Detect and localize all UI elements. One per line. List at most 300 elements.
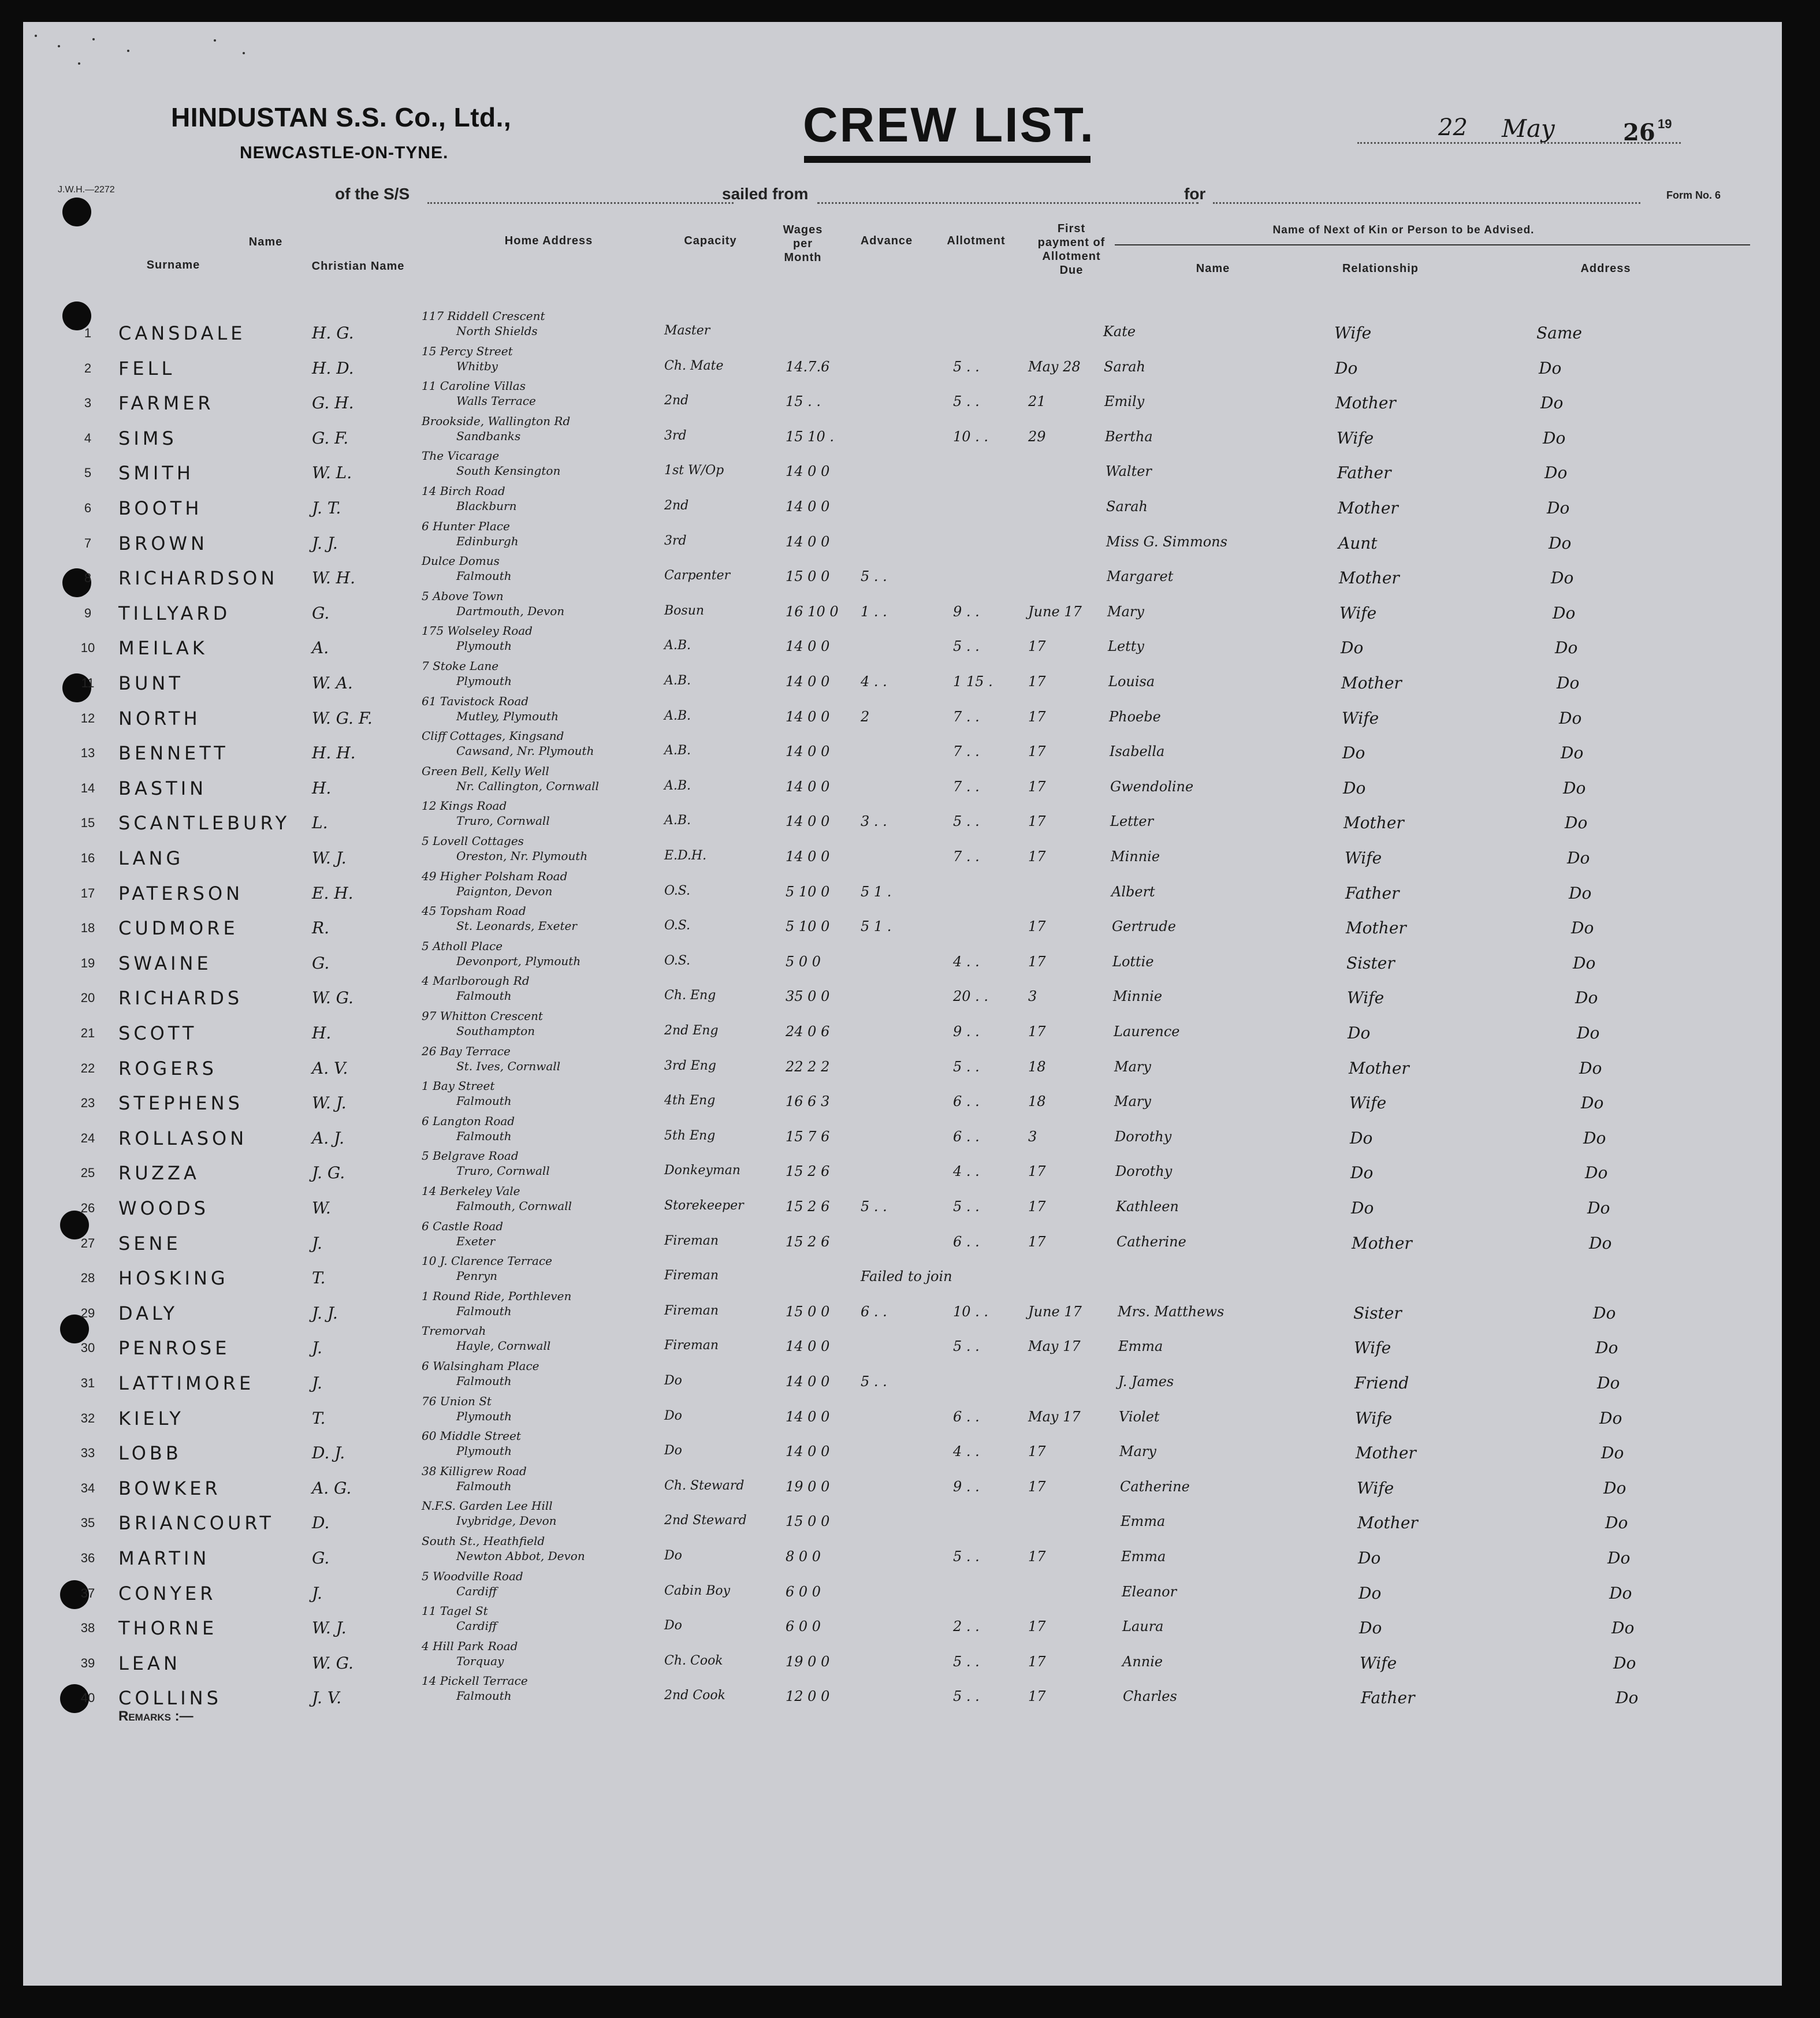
- row-number: 3: [84, 396, 92, 410]
- crew-capacity: Bosun: [664, 604, 705, 618]
- crew-first-payment-due: 3: [1028, 1129, 1037, 1145]
- crew-first-payment-due: 17: [1028, 1479, 1046, 1495]
- crew-home-address: [422, 1253, 552, 1283]
- crew-surname: MARTIN: [118, 1547, 210, 1569]
- kin-name: Emma: [1118, 1338, 1163, 1354]
- crew-wages: 8 0 0: [786, 1548, 821, 1565]
- crew-capacity: Do: [664, 1618, 682, 1633]
- crew-capacity: A.B.: [664, 813, 691, 828]
- ship-field: [427, 202, 734, 204]
- crew-allotment: 7 . .: [953, 848, 980, 865]
- row-number: 15: [80, 816, 95, 830]
- kin-relationship: Sister: [1346, 954, 1395, 973]
- crew-christian-name: J.: [312, 1234, 322, 1253]
- crew-christian-name: W. L.: [312, 463, 352, 482]
- kin-name: Mary: [1107, 604, 1144, 620]
- crew-allotment: 7 . .: [953, 709, 980, 725]
- crew-christian-name: W. G. F.: [312, 709, 373, 728]
- crew-wages: 14 0 0: [786, 534, 830, 550]
- kin-relationship: Wife: [1339, 604, 1377, 623]
- crew-wages: 15 2 6: [786, 1234, 830, 1250]
- kin-address: Do: [1555, 638, 1578, 657]
- kin-relationship: Mother: [1357, 1513, 1418, 1532]
- crew-capacity: A.B.: [664, 709, 691, 723]
- crew-capacity: Carpenter: [664, 568, 731, 583]
- crew-surname: RICHARDSON: [118, 567, 278, 589]
- crew-allotment: 5 . .: [953, 813, 980, 829]
- kin-relationship: Do: [1350, 1163, 1374, 1182]
- crew-allotment: 5 . .: [953, 359, 980, 375]
- crew-allotment: 5 . .: [953, 1548, 980, 1565]
- crew-first-payment-due: June 17: [1028, 1304, 1082, 1320]
- kin-address: Do: [1603, 1479, 1627, 1498]
- crew-wages: 15 . .: [786, 393, 821, 409]
- crew-christian-name: L.: [312, 813, 328, 832]
- crew-surname: SWAINE: [118, 952, 212, 974]
- crew-christian-name: J.: [312, 1373, 322, 1393]
- crew-christian-name: D. J.: [312, 1443, 345, 1462]
- crew-wages: 14 0 0: [786, 638, 830, 654]
- address-line: St. Leonards, Exeter: [456, 919, 577, 933]
- col-home-address: Home Address: [504, 234, 593, 247]
- address-line: Tremorvah: [422, 1324, 486, 1338]
- crew-wages: 14 0 0: [786, 498, 830, 515]
- crew-advance: Failed to join: [861, 1268, 952, 1284]
- crew-first-payment-due: May 17: [1028, 1409, 1081, 1425]
- row-number: 19: [80, 956, 95, 970]
- kin-address: Do: [1593, 1304, 1616, 1323]
- crew-wages: 5 0 0: [786, 954, 821, 970]
- address-line: Cliff Cottages, Kingsand: [422, 729, 564, 743]
- crew-christian-name: W. J.: [312, 1093, 347, 1112]
- crew-allotment: 10 . .: [953, 1304, 989, 1320]
- kin-address: Do: [1581, 1093, 1604, 1112]
- kin-relationship: Mother: [1341, 673, 1402, 692]
- kin-relationship: Do: [1350, 1129, 1373, 1148]
- kin-name: Sarah: [1106, 498, 1148, 515]
- address-line: N.F.S. Garden Lee Hill: [422, 1499, 553, 1513]
- crew-home-address: [422, 448, 560, 478]
- kin-name: Dorothy: [1115, 1129, 1172, 1145]
- crew-wages: 19 0 0: [786, 1654, 830, 1670]
- crew-surname: WOODS: [118, 1197, 209, 1219]
- crew-home-address: [422, 1464, 527, 1494]
- crew-surname: SENE: [118, 1233, 181, 1254]
- kin-address: Do: [1616, 1688, 1639, 1707]
- address-line: South St., Heathfield: [422, 1534, 545, 1548]
- kin-relationship: Wife: [1334, 323, 1372, 342]
- crew-capacity: Do: [664, 1373, 682, 1388]
- kin-name: Catherine: [1120, 1479, 1190, 1495]
- crew-surname: SMITH: [118, 462, 194, 484]
- row-number: 5: [84, 466, 92, 480]
- address-line: Edinburgh: [456, 534, 519, 548]
- kin-address: Do: [1601, 1443, 1624, 1462]
- kin-address: Do: [1611, 1618, 1635, 1637]
- address-line: 5 Belgrave Road: [422, 1149, 519, 1163]
- crew-wages: 5 10 0: [786, 884, 830, 900]
- crew-christian-name: A.: [312, 638, 329, 657]
- address-line: Cawsand, Nr. Plymouth: [456, 744, 594, 758]
- kin-address: Do: [1613, 1654, 1636, 1673]
- row-number: 20: [80, 991, 95, 1005]
- kin-address: Do: [1563, 779, 1586, 798]
- crew-capacity: 2nd: [664, 393, 689, 408]
- address-line: Oreston, Nr. Plymouth: [456, 849, 588, 863]
- crew-first-payment-due: June 17: [1028, 604, 1082, 620]
- crew-surname: ROGERS: [118, 1058, 217, 1079]
- crew-surname: BROWN: [118, 533, 208, 554]
- address-line: Plymouth: [456, 1409, 512, 1423]
- kin-address: Do: [1607, 1548, 1631, 1568]
- address-line: Torquay: [456, 1654, 504, 1668]
- kin-name: Emily: [1104, 393, 1145, 409]
- kin-name: Bertha: [1105, 429, 1153, 445]
- crew-capacity: O.S.: [664, 884, 691, 898]
- crew-capacity: 3rd: [664, 534, 687, 548]
- kin-address: Do: [1569, 884, 1592, 903]
- crew-home-address: [422, 589, 564, 619]
- address-line: Mutley, Plymouth: [456, 709, 559, 723]
- form-number: Form No. 6: [1666, 189, 1721, 201]
- crew-first-payment-due: 18: [1028, 1059, 1046, 1075]
- crew-christian-name: W. G.: [312, 988, 353, 1007]
- destination-label: for: [1184, 185, 1206, 203]
- crew-wages: 16 6 3: [786, 1093, 830, 1109]
- kin-address: Do: [1573, 954, 1596, 973]
- address-line: Whitby: [456, 359, 498, 373]
- kin-name: J. James: [1118, 1373, 1174, 1390]
- date-month: May: [1502, 114, 1555, 143]
- kin-relationship: Mother: [1343, 813, 1404, 832]
- crew-home-address: [422, 694, 559, 724]
- crew-surname: SCOTT: [118, 1022, 198, 1044]
- address-line: Falmouth: [456, 1374, 512, 1388]
- row-number: 24: [80, 1131, 95, 1145]
- row-number: 30: [80, 1341, 95, 1355]
- row-number: 36: [80, 1551, 95, 1565]
- kin-address: Do: [1575, 988, 1598, 1007]
- crew-capacity: 2nd: [664, 498, 689, 513]
- crew-home-address: [422, 764, 599, 794]
- row-number: 18: [80, 921, 95, 935]
- crew-christian-name: W. H.: [312, 568, 356, 587]
- kin-relationship: Mother: [1339, 568, 1400, 587]
- address-line: Newton Abbot, Devon: [456, 1549, 585, 1563]
- crew-allotment: 1 15 .: [953, 673, 993, 690]
- kin-name: Letter: [1110, 813, 1154, 829]
- crew-allotment: 5 . .: [953, 1198, 980, 1215]
- crew-first-payment-due: 17: [1028, 813, 1046, 829]
- crew-capacity: 1st W/Op: [664, 463, 724, 478]
- crew-capacity: Cabin Boy: [664, 1584, 731, 1598]
- col-capacity: Capacity: [684, 234, 737, 247]
- crew-home-address: [422, 1289, 571, 1319]
- kin-name: Emma: [1121, 1513, 1166, 1529]
- crew-first-payment-due: 17: [1028, 1234, 1046, 1250]
- crew-allotment: 6 . .: [953, 1129, 980, 1145]
- kin-name: Catherine: [1116, 1234, 1186, 1250]
- crew-advance: 3 . .: [861, 813, 887, 829]
- kin-header-rule: [1115, 244, 1750, 245]
- crew-allotment: 4 . .: [953, 954, 980, 970]
- crew-capacity: 3rd Eng: [664, 1059, 716, 1073]
- row-number: 4: [84, 431, 92, 445]
- crew-home-address: [422, 1078, 512, 1108]
- address-line: 1 Bay Street: [422, 1079, 495, 1093]
- crew-first-payment-due: 17: [1028, 1443, 1046, 1459]
- crew-home-address: [422, 1148, 550, 1178]
- crew-surname: THORNE: [118, 1617, 218, 1639]
- kin-relationship: Do: [1342, 743, 1365, 762]
- address-line: 5 Lovell Cottages: [422, 834, 524, 848]
- kin-name: Louisa: [1108, 673, 1155, 690]
- kin-address: Do: [1551, 568, 1574, 587]
- crew-allotment: 5 . .: [953, 1654, 980, 1670]
- crew-capacity: Fireman: [664, 1268, 719, 1283]
- address-line: 26 Bay Terrace: [422, 1044, 511, 1058]
- date-field: [1357, 114, 1727, 149]
- crew-christian-name: H. D.: [312, 359, 354, 378]
- crew-christian-name: R.: [312, 918, 329, 937]
- crew-first-payment-due: 17: [1028, 1548, 1046, 1565]
- crew-allotment: 5 . .: [953, 393, 980, 409]
- kin-name: Albert: [1111, 884, 1155, 900]
- crew-surname: KIELY: [118, 1408, 184, 1429]
- kin-address: Do: [1561, 743, 1584, 762]
- crew-first-payment-due: 3: [1028, 988, 1037, 1004]
- row-number: 27: [80, 1236, 95, 1250]
- kin-relationship: Wife: [1357, 1479, 1394, 1498]
- crew-christian-name: W. A.: [312, 673, 353, 692]
- address-line: Plymouth: [456, 1444, 512, 1458]
- col-next-of-kin: Name of Next of Kin or Person to be Advised.: [1272, 224, 1535, 236]
- crew-capacity: Fireman: [664, 1304, 719, 1318]
- crew-allotment: 6 . .: [953, 1093, 980, 1109]
- crew-surname: ROLLASON: [118, 1127, 248, 1149]
- crew-allotment: 5 . .: [953, 1338, 980, 1354]
- crew-wages: 15 0 0: [786, 568, 830, 584]
- crew-surname: HOSKING: [118, 1267, 229, 1289]
- kin-relationship: Mother: [1335, 393, 1396, 412]
- crew-christian-name: G.: [312, 954, 330, 973]
- crew-first-payment-due: May 28: [1028, 359, 1081, 375]
- address-line: 10 J. Clarence Terrace: [422, 1254, 552, 1268]
- row-number: 2: [84, 361, 92, 375]
- address-line: 175 Wolseley Road: [422, 624, 533, 638]
- crew-home-address: [422, 903, 577, 933]
- address-line: Penryn: [456, 1269, 498, 1283]
- kin-name: Isabella: [1110, 743, 1165, 759]
- address-line: 6 Walsingham Place: [422, 1359, 539, 1373]
- crew-christian-name: A. J.: [312, 1129, 344, 1148]
- crew-allotment: 7 . .: [953, 743, 980, 759]
- kin-relationship: Mother: [1346, 918, 1406, 937]
- address-line: 14 Birch Road: [422, 484, 505, 498]
- kin-name: Mary: [1114, 1093, 1151, 1109]
- kin-relationship: Wife: [1355, 1409, 1393, 1428]
- crew-surname: MEILAK: [118, 637, 208, 659]
- crew-wages: 22 2 2: [786, 1059, 830, 1075]
- company-name: HINDUSTAN S.S. Co., Ltd.,: [171, 102, 512, 132]
- crew-christian-name: E. H.: [312, 884, 353, 903]
- col-kin-relationship: Relationship: [1342, 262, 1419, 275]
- date-day: 22: [1438, 114, 1468, 141]
- crew-advance: 5 1 .: [861, 884, 892, 900]
- crew-christian-name: G.: [312, 604, 330, 623]
- crew-capacity: A.B.: [664, 779, 691, 793]
- crew-first-payment-due: 17: [1028, 743, 1046, 759]
- col-surname: Surname: [146, 259, 200, 271]
- crew-allotment: 5 . .: [953, 638, 980, 654]
- crew-christian-name: H.: [312, 1023, 332, 1042]
- col-advance: Advance: [860, 234, 913, 247]
- crew-christian-name: D.: [312, 1513, 330, 1532]
- kin-address: Do: [1544, 463, 1568, 482]
- crew-surname: BRIANCOURT: [118, 1512, 274, 1534]
- crew-home-address: [422, 1533, 585, 1563]
- crew-christian-name: W.: [312, 1198, 331, 1217]
- col-first-payment: First payment of Allotment Due: [1037, 222, 1106, 277]
- crew-capacity: Ch. Steward: [664, 1479, 745, 1493]
- kin-name: Kathleen: [1116, 1198, 1179, 1215]
- crew-allotment: 9 . .: [953, 604, 980, 620]
- address-line: Green Bell, Kelly Well: [422, 764, 549, 778]
- address-line: Plymouth: [456, 674, 512, 688]
- crew-wages: 14 0 0: [786, 813, 830, 829]
- crew-christian-name: H. H.: [312, 743, 356, 762]
- kin-relationship: Do: [1343, 779, 1366, 798]
- crew-advance: 1 . .: [861, 604, 887, 620]
- kin-address: Do: [1567, 848, 1590, 867]
- kin-relationship: Wife: [1354, 1338, 1391, 1357]
- crew-home-address: [422, 1323, 550, 1353]
- kin-relationship: Do: [1335, 359, 1358, 378]
- address-line: 5 Woodville Road: [422, 1569, 523, 1583]
- crew-home-address: [422, 1358, 539, 1388]
- kin-relationship: Wife: [1347, 988, 1384, 1007]
- kin-address: Do: [1597, 1373, 1620, 1393]
- document-title: CREW LIST.: [803, 98, 1095, 152]
- crew-wages: 14 0 0: [786, 1338, 830, 1354]
- kin-relationship: Friend: [1354, 1373, 1409, 1393]
- row-number: 12: [80, 711, 95, 725]
- crew-allotment: 9 . .: [953, 1479, 980, 1495]
- kin-address: Do: [1571, 918, 1594, 937]
- title-underline: [804, 156, 1090, 163]
- crew-wages: 12 0 0: [786, 1688, 830, 1704]
- crew-christian-name: W. J.: [312, 1618, 347, 1637]
- crew-christian-name: W. G.: [312, 1654, 353, 1673]
- crew-advance: 6 . .: [861, 1304, 887, 1320]
- kin-name: Kate: [1103, 323, 1136, 340]
- crew-home-address: [422, 519, 519, 549]
- address-line: Paignton, Devon: [456, 884, 553, 898]
- kin-relationship: Wife: [1349, 1093, 1387, 1112]
- address-line: 4 Hill Park Road: [422, 1639, 518, 1653]
- crew-capacity: A.B.: [664, 673, 691, 688]
- crew-first-payment-due: 17: [1028, 1688, 1046, 1704]
- crew-advance: 5 . .: [861, 1198, 887, 1215]
- crew-wages: 15 7 6: [786, 1129, 830, 1145]
- crew-capacity: Do: [664, 1443, 682, 1458]
- kin-address: Same: [1536, 323, 1582, 342]
- crew-advance: 2: [861, 709, 870, 725]
- kin-name: Mrs. Matthews: [1118, 1304, 1225, 1320]
- crew-wages: 19 0 0: [786, 1479, 830, 1495]
- crew-advance: 4 . .: [861, 673, 887, 690]
- col-christian-name: Christian Name: [311, 260, 405, 273]
- kin-name: Lottie: [1112, 954, 1154, 970]
- crew-wages: 15 0 0: [786, 1304, 830, 1320]
- crew-wages: 35 0 0: [786, 988, 830, 1004]
- crew-home-address: [422, 1008, 543, 1038]
- kin-address: Do: [1605, 1513, 1628, 1532]
- crew-surname: LOBB: [118, 1442, 182, 1464]
- row-number: 22: [80, 1061, 95, 1075]
- crew-allotment: 6 . .: [953, 1409, 980, 1425]
- crew-wages: 14 0 0: [786, 709, 830, 725]
- crew-home-address: [422, 553, 512, 583]
- kin-relationship: Do: [1351, 1198, 1374, 1217]
- crew-home-address: [422, 728, 594, 758]
- crew-allotment: 7 . .: [953, 779, 980, 795]
- crew-surname: STEPHENS: [118, 1092, 243, 1114]
- crew-home-address: [422, 1498, 557, 1528]
- crew-surname: PATERSON: [118, 883, 244, 904]
- crew-christian-name: A. G.: [312, 1479, 352, 1498]
- crew-home-address: [422, 1569, 523, 1599]
- kin-address: Do: [1539, 359, 1562, 378]
- address-line: Cardiff: [456, 1619, 497, 1633]
- crew-wages: 14 0 0: [786, 1373, 830, 1390]
- crew-first-payment-due: 17: [1028, 1023, 1046, 1040]
- crew-surname: BASTIN: [118, 777, 207, 799]
- col-kin-address: Address: [1580, 262, 1631, 275]
- crew-capacity: A.B.: [664, 743, 691, 758]
- crew-christian-name: G. H.: [312, 393, 354, 412]
- crew-surname: RUZZA: [118, 1162, 200, 1184]
- address-line: 6 Hunter Place: [422, 519, 510, 533]
- crew-christian-name: J.: [312, 1338, 322, 1357]
- address-line: Sandbanks: [456, 429, 521, 443]
- crew-christian-name: J. J.: [312, 1304, 338, 1323]
- crew-first-payment-due: 17: [1028, 1654, 1046, 1670]
- kin-relationship: Father: [1361, 1688, 1415, 1707]
- crew-allotment: 4 . .: [953, 1163, 980, 1179]
- address-line: 15 Percy Street: [422, 344, 513, 358]
- crew-surname: BUNT: [118, 672, 184, 694]
- crew-first-payment-due: 18: [1028, 1093, 1046, 1109]
- crew-wages: 14 0 0: [786, 1443, 830, 1459]
- address-line: Southampton: [456, 1024, 535, 1038]
- crew-surname: FELL: [118, 358, 176, 379]
- address-line: 97 Whitton Crescent: [422, 1009, 543, 1023]
- kin-relationship: Wife: [1360, 1654, 1397, 1673]
- crew-surname: CUDMORE: [118, 917, 239, 939]
- crew-christian-name: H. G.: [312, 323, 354, 342]
- row-number: 7: [84, 536, 92, 550]
- address-line: Dartmouth, Devon: [456, 604, 565, 618]
- address-line: 11 Tagel St: [422, 1604, 488, 1618]
- crew-wages: 6 0 0: [786, 1618, 821, 1634]
- crew-home-address: [422, 1114, 515, 1144]
- crew-surname: LEAN: [118, 1652, 181, 1674]
- crew-christian-name: H.: [312, 779, 332, 798]
- address-line: St. Ives, Cornwall: [456, 1059, 561, 1073]
- crew-capacity: 2nd Steward: [664, 1513, 747, 1528]
- crew-christian-name: A. V.: [312, 1059, 348, 1078]
